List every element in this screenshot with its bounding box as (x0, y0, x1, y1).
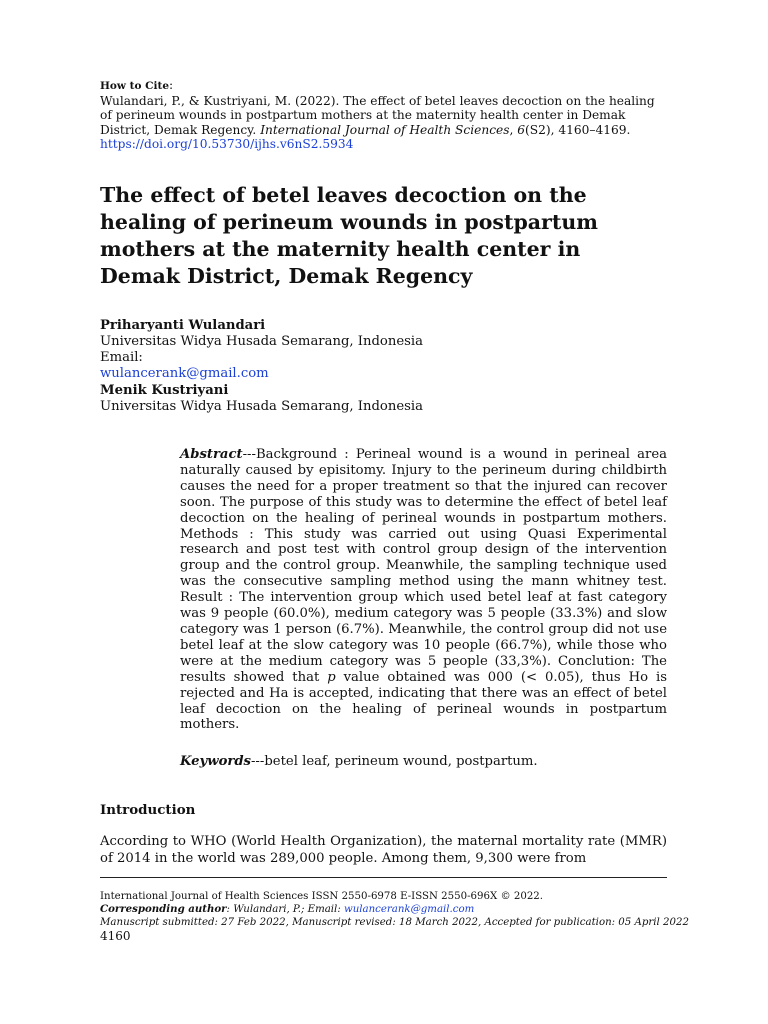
author-block-1 (100, 318, 700, 382)
paper-title: The effect of betel leaves decoction on the healing of perineum wounds in postpartum mothers at the maternity health center in Demak District, Demak Regency (100, 183, 598, 288)
citation-issue-pages: (S2), 4160–4169. (525, 122, 631, 137)
footer-corresponding-label: Corresponding author (100, 903, 227, 916)
citation-label: How to Cite (100, 80, 170, 92)
author-name: Priharyanti Wulandari (100, 318, 266, 333)
abstract (180, 447, 667, 733)
citation-block (100, 78, 668, 152)
introduction-paragraph: According to WHO (World Health Organization), the maternal mortality rate (MMR) of 2014 in the world was 289,000 people. Among them, 9,300 were from (100, 834, 667, 866)
author-email-link[interactable]: wulancerank@gmail.com (100, 366, 269, 381)
abstract-text-part2: value obtained was 000 (< 0.05), thus Ho is rejected and Ha is accepted, indicating that there was an effect of betel leaf decoction on the healing of perineal wounds in postpartum mothers. (180, 669, 667, 733)
author-affiliation: Universitas Widya Husada Semarang, Indonesia (100, 334, 424, 349)
citation-journal: International Journal of Health Sciences (260, 122, 510, 137)
author-email-line (100, 350, 700, 382)
author-block-2 (100, 383, 700, 415)
keywords-label: Keywords (180, 754, 251, 769)
footer-manuscript-dates: Manuscript submitted: 27 Feb 2022, Manuscript revised: 18 March 2022, Accepted for publication: 05 April 2022 (100, 916, 689, 928)
citation-authors-title: Wulandari, P., & Kustriyani, M. (2022). The effect of betel leaves decoction on the healing of perineum wounds in postpartum mothers at the maternity health center in Demak District, Demak Regency. (100, 93, 655, 137)
introduction-heading: Introduction (100, 802, 196, 818)
abstract-text-part1: Background : Perineal wound is a wound in perineal area naturally caused by episitomy. Injury to the perineum during childbirth causes the need for a proper treatment so that the injured can recover soon. The purpose of this study was to determine the effect of betel leaf decoction on the healing of perineal wounds in postpartum mothers. Methods : This study was carried out using Quasi Experimental research and post test with control group design of the intervention group and the control group. Meanwhile, the sampling technique used was the consecutive sampling method using the mann whitney test. Result : The intervention group which used betel leaf at fast category was 9 people (60.0%), medium category was 5 people (33.3%) and slow category was 1 person (6.7%). Meanwhile, the control group did not use betel leaf at the slow category was 10 people (66.7%), while those who were at the medium category was 5 people (33,3%). Conclution: The results showed that (180, 447, 667, 685)
footer-journal-line: International Journal of Health Sciences ISSN 2550-6978 E-ISSN 2550-696X © 2022. (100, 891, 544, 902)
citation-doi-link[interactable]: https://doi.org/10.53730/ijhs.v6nS2.5934 (100, 137, 354, 151)
citation-label-colon: : (169, 78, 174, 92)
page-footer (100, 891, 700, 943)
abstract-p-symbol: p (327, 669, 336, 685)
page-number: 4160 (100, 929, 131, 944)
author-email-label: Email: (100, 350, 143, 365)
citation-text (100, 94, 668, 138)
keywords (180, 754, 667, 770)
abstract-label: Abstract (180, 447, 243, 462)
citation-separator: , (509, 122, 518, 137)
footer-divider (100, 877, 667, 878)
footer-corresponding-email[interactable]: wulancerank@gmail.com (343, 904, 475, 916)
footer-corresponding-text: : Wulandari, P.; Email: (226, 904, 344, 916)
keywords-separator: --- (250, 754, 265, 769)
citation-label-line (100, 78, 668, 94)
keywords-text: betel leaf, perineum wound, postpartum. (264, 754, 538, 769)
abstract-separator: --- (242, 447, 256, 462)
author-name: Menik Kustriyani (100, 383, 229, 398)
citation-volume: 6 (517, 122, 525, 137)
footer-corresponding-line (100, 903, 700, 916)
author-affiliation: Universitas Widya Husada Semarang, Indonesia (100, 399, 424, 414)
